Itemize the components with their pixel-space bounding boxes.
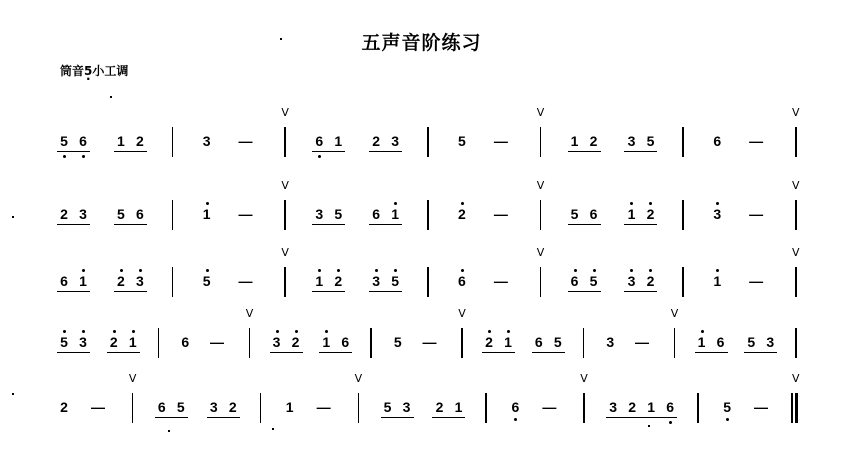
jianpu-note: 3 [402, 399, 411, 415]
bar-line [427, 127, 429, 157]
bar-line [284, 200, 286, 230]
key-signature [60, 62, 128, 79]
jianpu-note: 2 [228, 399, 237, 415]
high-octave-dot [132, 330, 135, 333]
dash-extension: — [754, 399, 769, 415]
breath-mark: V [792, 106, 800, 119]
high-octave-dot [394, 269, 397, 272]
bar-line [682, 127, 684, 157]
eighth-note-underline [312, 151, 345, 152]
jianpu-note: 2 [60, 399, 68, 415]
high-octave-dot [630, 269, 633, 272]
jianpu-note: 2 [646, 273, 655, 289]
eighth-note-underline [107, 352, 140, 353]
bar-line [485, 393, 487, 423]
dash-extension: — [542, 399, 557, 415]
high-octave-dot [120, 269, 123, 272]
bar-line [583, 328, 585, 358]
jianpu-note: 2 [116, 273, 125, 289]
high-octave-dot [394, 202, 397, 205]
eighth-note-underline [114, 224, 147, 225]
jianpu-note: 5 [116, 206, 125, 222]
jianpu-note: 5 [176, 399, 185, 415]
eighth-note-underline [568, 291, 601, 292]
score-title: 五声音阶练习 [361, 32, 482, 54]
jianpu-note: 1 [504, 334, 512, 350]
bar-line [795, 127, 797, 157]
scan-speck [12, 216, 14, 218]
jianpu-note: 3 [79, 206, 87, 222]
bar-line [682, 200, 684, 230]
breath-mark: V [354, 372, 363, 385]
high-octave-dot [593, 269, 596, 272]
bar-line [682, 267, 684, 297]
eighth-note-underline [624, 151, 657, 152]
breath-mark: V [128, 372, 137, 385]
eighth-note-underline [744, 352, 777, 353]
key-prefix: 筒音 [60, 64, 85, 78]
jianpu-note: 1 [627, 206, 636, 222]
jianpu-note: 2 [135, 133, 144, 149]
bar-line [791, 393, 793, 423]
jianpu-note: 1 [116, 133, 125, 149]
high-octave-dot [649, 202, 652, 205]
jianpu-note: 6 [534, 334, 543, 350]
jianpu-note: 1 [315, 273, 324, 289]
bar-line [158, 328, 160, 358]
eighth-note-underline [624, 224, 657, 225]
dash-extension: — [493, 206, 508, 222]
bar-line [249, 328, 251, 358]
jianpu-note: 2 [628, 399, 637, 415]
eighth-note-underline [695, 352, 728, 353]
eighth-note-underline [482, 352, 515, 353]
eighth-note-underline [568, 224, 601, 225]
high-octave-dot [716, 202, 719, 205]
high-octave-dot [63, 330, 66, 333]
eighth-note-underline [606, 417, 677, 418]
jianpu-note: 6 [511, 399, 520, 415]
bar-line [427, 267, 429, 297]
dash-extension: — [422, 334, 437, 350]
jianpu-note: 5 [60, 334, 68, 350]
jianpu-note: 6 [666, 399, 675, 415]
eighth-note-underline [319, 352, 352, 353]
jianpu-note: 6 [135, 206, 144, 222]
dash-extension: — [635, 334, 649, 350]
scan-speck [648, 425, 650, 427]
jianpu-note: 5 [60, 133, 68, 149]
breath-mark: V [670, 307, 679, 320]
jianpu-note: 3 [135, 273, 144, 289]
breath-mark: V [281, 246, 289, 259]
low-octave-dot [63, 155, 66, 158]
jianpu-note: 2 [458, 206, 466, 222]
jianpu-note: 5 [393, 334, 402, 350]
eighth-note-underline [312, 224, 345, 225]
scan-speck [272, 428, 274, 430]
dash-extension: — [238, 273, 253, 289]
bar-line [540, 200, 542, 230]
jianpu-note: 5 [334, 206, 343, 222]
breath-mark: V [536, 179, 545, 192]
bar-line [795, 200, 797, 230]
scan-speck [168, 430, 170, 432]
jianpu-note: 1 [647, 399, 656, 415]
jianpu-note: 1 [128, 334, 137, 350]
low-octave-dot [318, 155, 321, 158]
eighth-note-underline [381, 417, 414, 418]
eighth-note-underline [369, 151, 402, 152]
breath-mark: V [580, 372, 588, 385]
high-octave-dot [649, 269, 652, 272]
high-octave-dot [630, 202, 633, 205]
jianpu-note: 6 [458, 273, 466, 289]
jianpu-note: 2 [485, 334, 493, 350]
jianpu-note: 5 [747, 334, 756, 350]
dash-extension: — [493, 133, 508, 149]
bar-line [697, 393, 699, 423]
jianpu-note: 6 [716, 334, 725, 350]
bar-line [284, 267, 286, 297]
jianpu-note: 6 [60, 273, 68, 289]
jianpu-note: 3 [627, 133, 636, 149]
bar-line [795, 328, 797, 358]
jianpu-note: 2 [646, 206, 655, 222]
high-octave-dot [325, 330, 328, 333]
low-octave-dot [514, 418, 517, 421]
jianpu-note: 1 [334, 133, 343, 149]
breath-mark: V [245, 307, 254, 320]
bar-line [674, 328, 676, 358]
eighth-note-underline [57, 151, 90, 152]
high-octave-dot [295, 330, 298, 333]
low-octave-dot [726, 418, 729, 421]
high-octave-dot [461, 269, 464, 272]
breath-mark: V [792, 246, 800, 259]
jianpu-note: 1 [79, 273, 87, 289]
jianpu-note: 5 [202, 273, 211, 289]
bar-line [427, 200, 429, 230]
high-octave-dot [574, 269, 577, 272]
jianpu-note: 3 [606, 334, 615, 350]
bar-line [795, 393, 798, 423]
eighth-note-underline [57, 352, 90, 353]
jianpu-note: 3 [766, 334, 775, 350]
eighth-note-underline [532, 352, 565, 353]
eighth-note-underline [432, 417, 465, 418]
dash-extension: — [238, 133, 253, 149]
jianpu-note: 5 [458, 133, 466, 149]
jianpu-note: 3 [627, 273, 636, 289]
bar-line [540, 127, 542, 157]
scan-speck [12, 393, 14, 395]
key-suffix: 小工调 [92, 64, 129, 78]
jianpu-note: 5 [723, 399, 731, 415]
jianpu-note: 6 [79, 133, 87, 149]
bar-line [461, 328, 463, 358]
jianpu-note: 2 [589, 133, 598, 149]
jianpu-note: 1 [322, 334, 331, 350]
high-octave-dot [139, 269, 142, 272]
jianpu-note: 3 [209, 399, 218, 415]
eighth-note-underline [369, 224, 402, 225]
jianpu-note: 1 [285, 399, 294, 415]
low-octave-dot [82, 155, 85, 158]
jianpu-note: 6 [372, 206, 381, 222]
eighth-note-underline [369, 291, 402, 292]
high-octave-dot [113, 330, 116, 333]
jianpu-note: 2 [334, 273, 343, 289]
jianpu-note: 3 [79, 334, 87, 350]
key-note: 5 · [84, 64, 92, 78]
high-octave-dot [461, 202, 464, 205]
jianpu-note: 5 [646, 133, 655, 149]
breath-mark: V [536, 246, 545, 259]
eighth-note-underline [270, 352, 303, 353]
jianpu-note: 1 [570, 133, 579, 149]
high-octave-dot [337, 269, 340, 272]
breath-mark: V [792, 372, 800, 385]
dash-extension: — [749, 273, 764, 289]
breath-mark: V [281, 179, 289, 192]
bar-line [370, 328, 372, 358]
bar-line [172, 267, 174, 297]
bar-line [358, 393, 360, 423]
jianpu-note: 5 [589, 273, 598, 289]
dash-extension: — [316, 399, 331, 415]
jianpu-note: 6 [341, 334, 350, 350]
bar-line [540, 267, 542, 297]
eighth-note-underline [207, 417, 240, 418]
jianpu-note: 3 [713, 206, 722, 222]
jianpu-note: 3 [372, 273, 381, 289]
jianpu-note: 3 [315, 206, 324, 222]
jianpu-note: 2 [60, 206, 68, 222]
low-octave-dot [669, 421, 672, 424]
jianpu-note: 3 [272, 334, 281, 350]
jianpu-note: 3 [391, 133, 400, 149]
high-octave-dot [276, 330, 279, 333]
scan-speck [110, 96, 112, 98]
high-octave-dot [716, 269, 719, 272]
high-octave-dot [318, 269, 321, 272]
breath-mark: V [536, 106, 545, 119]
eighth-note-underline [114, 151, 147, 152]
high-octave-dot [701, 330, 704, 333]
jianpu-note: 5 [570, 206, 579, 222]
bar-line [260, 393, 262, 423]
jianpu-note: 1 [454, 399, 463, 415]
dash-extension: — [749, 133, 764, 149]
eighth-note-underline [312, 291, 345, 292]
jianpu-note: 5 [391, 273, 400, 289]
breath-mark: V [281, 106, 289, 119]
eighth-note-underline [57, 224, 90, 225]
jianpu-note: 1 [697, 334, 706, 350]
breath-mark: V [792, 179, 800, 192]
jianpu-note: 2 [372, 133, 381, 149]
scan-speck [280, 38, 282, 40]
jianpu-note: 2 [291, 334, 300, 350]
jianpu-note: 1 [713, 273, 722, 289]
dash-extension: — [90, 399, 105, 415]
dash-extension: — [238, 206, 253, 222]
jianpu-note: 2 [435, 399, 444, 415]
eighth-note-underline [155, 417, 188, 418]
jianpu-note: 6 [713, 133, 722, 149]
high-octave-dot [375, 269, 378, 272]
high-octave-dot [82, 330, 85, 333]
eighth-note-underline [624, 291, 657, 292]
high-octave-dot [488, 330, 491, 333]
jianpu-note: 5 [383, 399, 392, 415]
dash-extension: — [493, 273, 508, 289]
high-octave-dot [206, 202, 209, 205]
jianpu-note: 3 [609, 399, 618, 415]
bar-line [284, 127, 286, 157]
eighth-note-underline [57, 291, 90, 292]
jianpu-note: 6 [570, 273, 579, 289]
high-octave-dot [206, 269, 209, 272]
jianpu-note: 2 [109, 334, 118, 350]
bar-line [172, 127, 174, 157]
breath-mark: V [458, 307, 466, 320]
eighth-note-underline [114, 291, 147, 292]
jianpu-note: 3 [202, 133, 211, 149]
bar-line [795, 267, 797, 297]
jianpu-note: 6 [589, 206, 598, 222]
high-octave-dot [82, 269, 85, 272]
dash-extension: — [749, 206, 764, 222]
bar-line [132, 393, 134, 423]
bar-line [172, 200, 174, 230]
jianpu-note: 1 [391, 206, 400, 222]
dash-extension: — [210, 334, 224, 350]
eighth-note-underline [568, 151, 601, 152]
jianpu-note: 1 [202, 206, 211, 222]
jianpu-note: 6 [157, 399, 166, 415]
jianpu-note: 5 [553, 334, 562, 350]
jianpu-note: 6 [315, 133, 324, 149]
high-octave-dot [507, 330, 510, 333]
jianpu-note: 6 [181, 334, 190, 350]
bar-line [583, 393, 585, 423]
